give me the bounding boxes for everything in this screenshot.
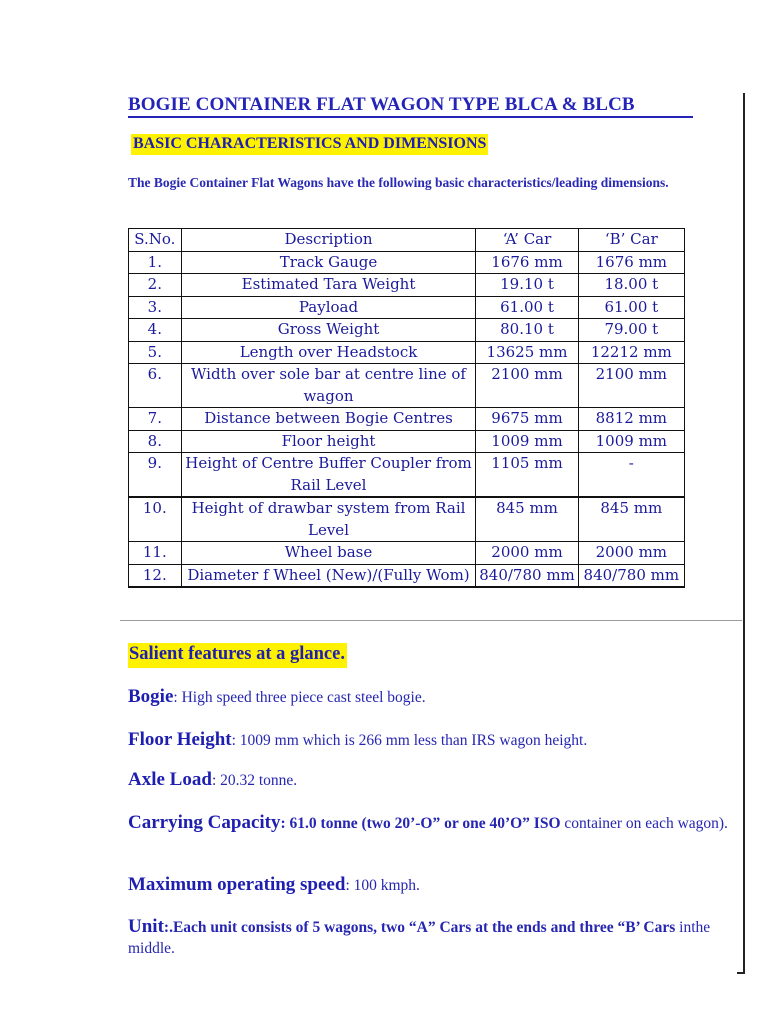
cell-description: Gross Weight	[181, 319, 476, 342]
feature-text: : 1009 mm which is 266 mm less than IRS wagon height.	[231, 732, 588, 749]
cell-sno: 12.	[129, 564, 182, 587]
table-row	[129, 274, 685, 297]
feature-text: :.Each unit consists of 5 wagons, two “A” Cars at the ends and three “B’ Cars	[163, 919, 676, 936]
feature-text: : 100 kmph.	[345, 877, 420, 894]
feature-label: Maximum operating speed	[128, 874, 346, 895]
cell-description: Height of drawbar system from Rail Level	[181, 497, 476, 542]
cell-b-car: 79.00 t	[578, 319, 684, 342]
cell-sno: 5.	[129, 341, 182, 364]
cell-sno: 4.	[129, 319, 182, 342]
table-row	[129, 319, 685, 342]
feature-max-speed	[128, 874, 743, 896]
cell-sno: 8.	[129, 430, 182, 453]
page-corner-mark	[737, 972, 745, 974]
cell-a-car: 61.00 t	[476, 296, 578, 319]
cell-a-car: 9675 mm	[476, 408, 578, 431]
table-row	[129, 564, 685, 587]
table-header-row	[129, 229, 685, 252]
feature-text: container on each wagon).	[560, 815, 728, 832]
cell-a-car: 1676 mm	[476, 251, 578, 274]
table-row	[129, 542, 685, 565]
feature-label: Floor Height	[128, 729, 232, 750]
table-row	[129, 296, 685, 319]
cell-sno: 2.	[129, 274, 182, 297]
title-underline	[128, 116, 693, 118]
feature-text: : 61.0 tonne (two 20’-O” or one 40’O” ISO	[280, 815, 561, 832]
cell-a-car: 1105 mm	[476, 453, 578, 498]
feature-unit	[128, 916, 743, 959]
cell-b-car: 2100 mm	[578, 364, 684, 408]
section-divider	[120, 620, 742, 621]
feature-label: Carrying Capacity	[128, 812, 281, 833]
salient-features-heading: Salient features at a glance.	[128, 643, 347, 668]
section-heading-basic: BASIC CHARACTERISTICS AND DIMENSIONS	[131, 134, 488, 155]
cell-description: Height of Centre Buffer Coupler from Rail Level	[181, 453, 476, 498]
cell-a-car: 1009 mm	[476, 430, 578, 453]
header-a-car: ‘A’ Car	[476, 229, 578, 252]
header-description: Description	[181, 229, 476, 252]
cell-sno: 11.	[129, 542, 182, 565]
table-row	[129, 408, 685, 431]
cell-description: Estimated Tara Weight	[181, 274, 476, 297]
cell-b-car: 18.00 t	[578, 274, 684, 297]
cell-b-car: 61.00 t	[578, 296, 684, 319]
intro-paragraph: The Bogie Container Flat Wagons have the following basic characteristics/leading dimensions.	[128, 175, 669, 190]
header-b-car: ‘B’ Car	[578, 229, 684, 252]
specifications-table	[128, 228, 685, 588]
cell-b-car: 1009 mm	[578, 430, 684, 453]
cell-b-car: 2000 mm	[578, 542, 684, 565]
cell-a-car: 19.10 t	[476, 274, 578, 297]
table-row	[129, 497, 685, 542]
table-row	[129, 364, 685, 408]
table-row	[129, 341, 685, 364]
cell-sno: 7.	[129, 408, 182, 431]
cell-description: Payload	[181, 296, 476, 319]
cell-description: Width over sole bar at centre line of wagon	[181, 364, 476, 408]
header-sno: S.No.	[129, 229, 182, 252]
feature-label: Bogie	[128, 686, 174, 707]
cell-a-car: 80.10 t	[476, 319, 578, 342]
cell-b-car: 845 mm	[578, 497, 684, 542]
feature-text: : High speed three piece cast steel bogie.	[173, 689, 426, 706]
cell-a-car: 840/780 mm	[476, 564, 578, 587]
table-row	[129, 251, 685, 274]
cell-a-car: 13625 mm	[476, 341, 578, 364]
cell-description: Wheel base	[181, 542, 476, 565]
document-title: BOGIE CONTAINER FLAT WAGON TYPE BLCA & BLCB	[128, 94, 635, 115]
cell-b-car: 8812 mm	[578, 408, 684, 431]
feature-bogie	[128, 686, 743, 708]
feature-carrying-capacity	[128, 812, 743, 834]
cell-description: Length over Headstock	[181, 341, 476, 364]
cell-sno: 10.	[129, 497, 182, 542]
cell-b-car: -	[578, 453, 684, 498]
cell-a-car: 2100 mm	[476, 364, 578, 408]
feature-label: Axle Load	[128, 769, 212, 790]
cell-sno: 6.	[129, 364, 182, 408]
feature-label: Unit	[128, 916, 164, 937]
feature-text: inthe middle.	[128, 919, 711, 957]
cell-sno: 9.	[129, 453, 182, 498]
feature-text: : 20.32 tonne.	[211, 772, 298, 789]
table-row	[129, 453, 685, 498]
cell-description: Floor height	[181, 430, 476, 453]
page-right-border	[743, 93, 745, 973]
cell-sno: 3.	[129, 296, 182, 319]
feature-floor-height	[128, 729, 743, 751]
cell-description: Track Gauge	[181, 251, 476, 274]
cell-a-car: 845 mm	[476, 497, 578, 542]
cell-b-car: 12212 mm	[578, 341, 684, 364]
cell-description: Diameter f Wheel (New)/(Fully Wom)	[181, 564, 476, 587]
cell-sno: 1.	[129, 251, 182, 274]
feature-axle-load	[128, 769, 743, 791]
cell-description: Distance between Bogie Centres	[181, 408, 476, 431]
cell-b-car: 840/780 mm	[578, 564, 684, 587]
table-row	[129, 430, 685, 453]
cell-a-car: 2000 mm	[476, 542, 578, 565]
cell-b-car: 1676 mm	[578, 251, 684, 274]
